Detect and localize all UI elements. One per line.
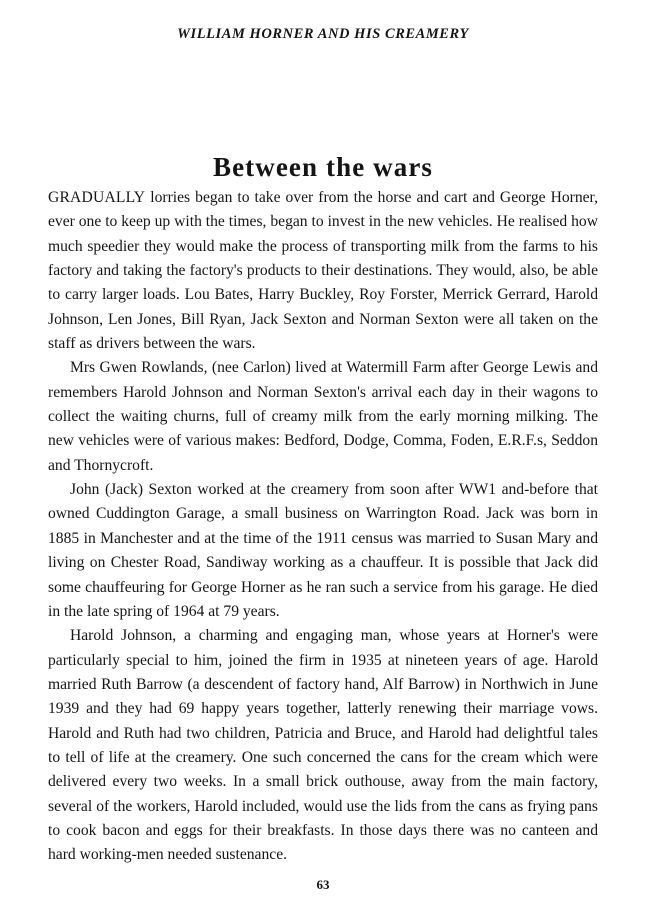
chapter-title: Between the wars [212,152,434,183]
body-text-block [48,186,598,868]
paragraph-1-text: lorries began to take over from the horse and cart and George Horner, ever one to keep up with the times, began to invest in the new vehicles. He realised how much speedier they would make the process of transporting milk from the farms to his factory and taking the factory's products to their destinations. They would, also, be able to carry larger loads. Lou Bates, Harry Buckley, Roy Forster, Merrick Gerrard, Harold Johnson, Len Jones, Bill Ryan, Jack Sexton and Norman Sexton were all taken on the staff as drivers between the wars. [48,189,598,353]
running-head: WILLIAM HORNER AND HIS CREAMERY [177,26,469,42]
paragraph-2: Mrs Gwen Rowlands, (nee Carlon) lived at Watermill Farm after George Lewis and remembers Harold Johnson and Norman Sexton's arrival each day in their wagons to collect the waiting churns, full of creamy milk from the early morning milking. The new vehicles were of various makes: Bedford, Dodge, Comma, Foden, E.R.F.s, Seddon and Thornycroft. [48,359,598,474]
page-number: 63 [316,877,330,892]
paragraph-4: Harold Johnson, a charming and engaging man, whose years at Horner's were particularly special to him, joined the firm in 1935 at nineteen years of age. Harold married Ruth Barrow (a descendent of factory hand, Alf Barrow) in Northwich in June 1939 and they had 69 happy years together, latterly renewing their marriage vows. Harold and Ruth had two children, Patricia and Bruce, and Harold had delightful tales to tell of life at the creamery. One such concerned the cans for the cream which were delivered every two weeks. In a small brick outhouse, away from the main factory, several of the workers, Harold included, would use the lids from the cans as frying pans to cook bacon and eggs for their breakfasts. In those days there was no canteen and hard working-men needed sustenance. [48,627,598,864]
opening-caps: GRADUALLY [48,189,146,206]
paragraph-1 [48,186,598,356]
paragraph-3: John (Jack) Sexton worked at the creamery from soon after WW1 and-before that owned Cuddington Garage, a small business on Warrington Road. Jack was born in 1885 in Manchester and at the time of the 1911 census was married to Susan Mary and living on Chester Road, Sandiway working as a chauffeur. It is possible that Jack did some chauffeuring for George Horner as he ran such a service from his garage. He died in the late spring of 1964 at 79 years. [48,481,598,620]
